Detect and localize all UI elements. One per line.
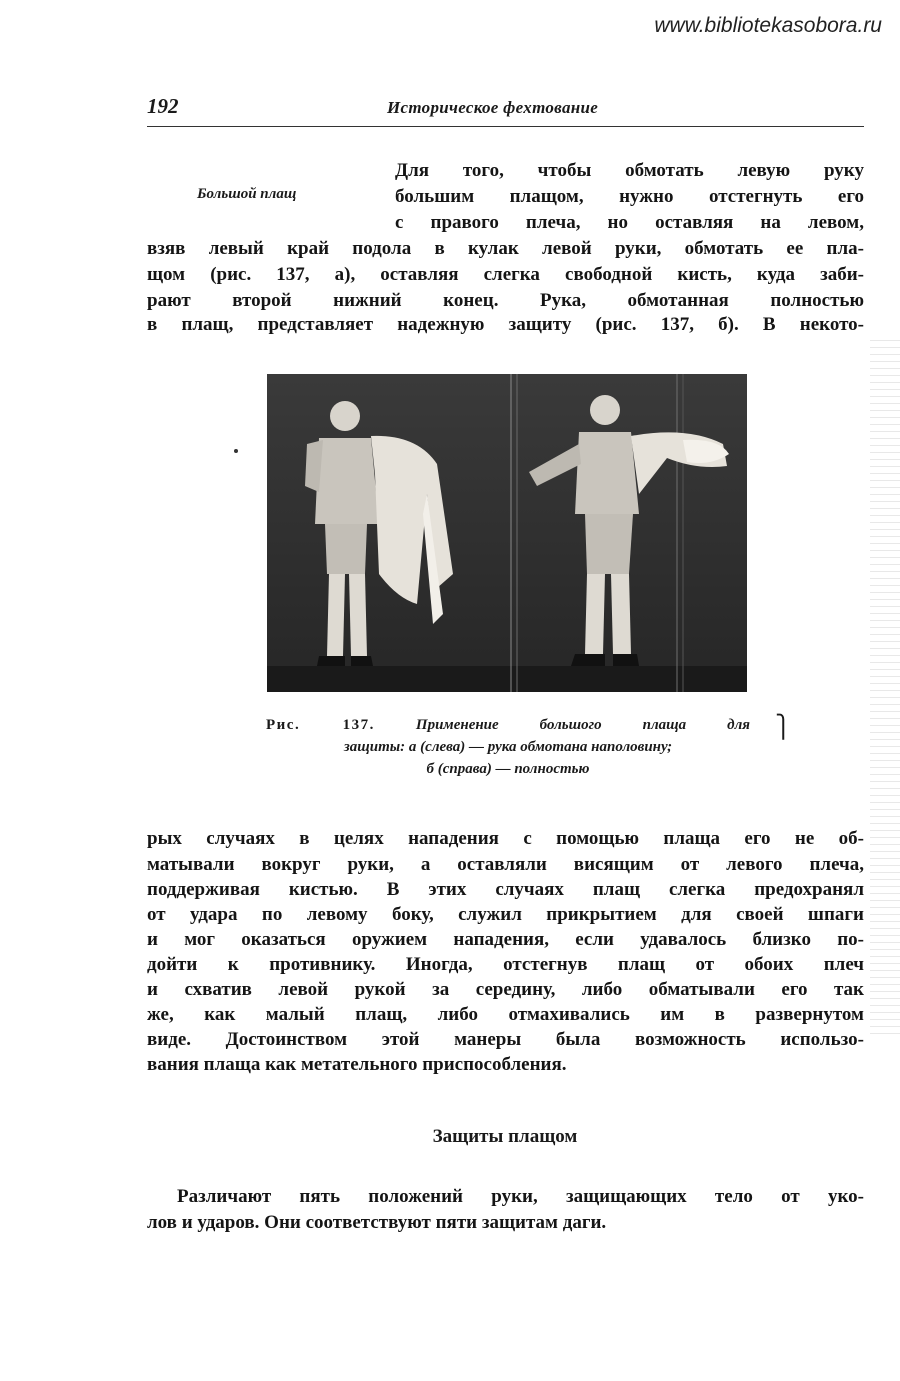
text-line: же, как малый плащ, либо отмахивались им в развернутом	[147, 1004, 864, 1025]
figure-caption-line-2: защиты: а (слева) — рука обмотана наполовину;	[343, 739, 673, 755]
page-header	[147, 92, 864, 127]
site-watermark: www.bibliotekasobora.ru	[654, 14, 882, 37]
running-title: Историческое фехтование	[387, 98, 599, 117]
text-line: в плащ, представляет надежную защиту (рис. 137, б). В некото-	[147, 314, 864, 335]
text-line: вания плаща как метательного приспособления.	[147, 1054, 567, 1075]
section-heading: Защиты плащом	[432, 1126, 578, 1147]
text-line: виде. Достоинством этой манеры была возможность использо-	[147, 1029, 864, 1050]
text-line: взяв левый край подола в кулак левой руки, обмотать ее пла-	[147, 238, 864, 259]
text-line: с правого плеча, но оставляя на левом,	[395, 212, 864, 233]
text-line: от удара по левому боку, служил прикрытием для своей шпаги	[147, 904, 864, 925]
figure-caption-line-3: б (справа) — полностью	[426, 761, 590, 777]
text-line: и мог оказаться оружием нападения, если удавалось близко по-	[147, 929, 864, 950]
text-line: Для того, чтобы обмотать левую руку	[395, 160, 864, 181]
text-line: Различают пять положений руки, защищающих тело от уко-	[177, 1186, 864, 1207]
ink-speck	[234, 449, 238, 453]
text-line: щом (рис. 137, а), оставляя слегка свободной кисть, куда заби-	[147, 264, 864, 285]
figure-photo	[267, 374, 747, 692]
text-line: матывали вокруг руки, а оставляли висящим от левого плеча,	[147, 854, 864, 875]
text-line: лов и ударов. Они соответствуют пяти защитам даги.	[147, 1212, 607, 1233]
text-line: дойти к противнику. Иногда, отстегнув плащ от обоих плеч	[147, 954, 864, 975]
text-line: поддерживая кистью. В этих случаях плащ слегка предохранял	[147, 879, 864, 900]
text-line: рых случаях в целях нападения с помощью плаща его не об-	[147, 828, 864, 849]
figure-caption-prefix: Рис. 137.	[266, 717, 375, 733]
text-line: большим плащом, нужно отстегнуть его	[395, 186, 864, 207]
figure-caption-text: Применение большого плаща для	[415, 717, 750, 733]
page-number: 192	[147, 94, 179, 118]
bracket-mark: ⎫	[775, 714, 792, 739]
side-heading: Большой плащ	[197, 186, 297, 202]
text-line: и схватив левой рукой за середину, либо обматывали его так	[147, 979, 864, 1000]
figure-caption-line-1	[266, 714, 750, 736]
scan-artifact	[870, 340, 900, 1040]
text-line: рают второй нижний конец. Рука, обмотанная полностью	[147, 290, 864, 311]
